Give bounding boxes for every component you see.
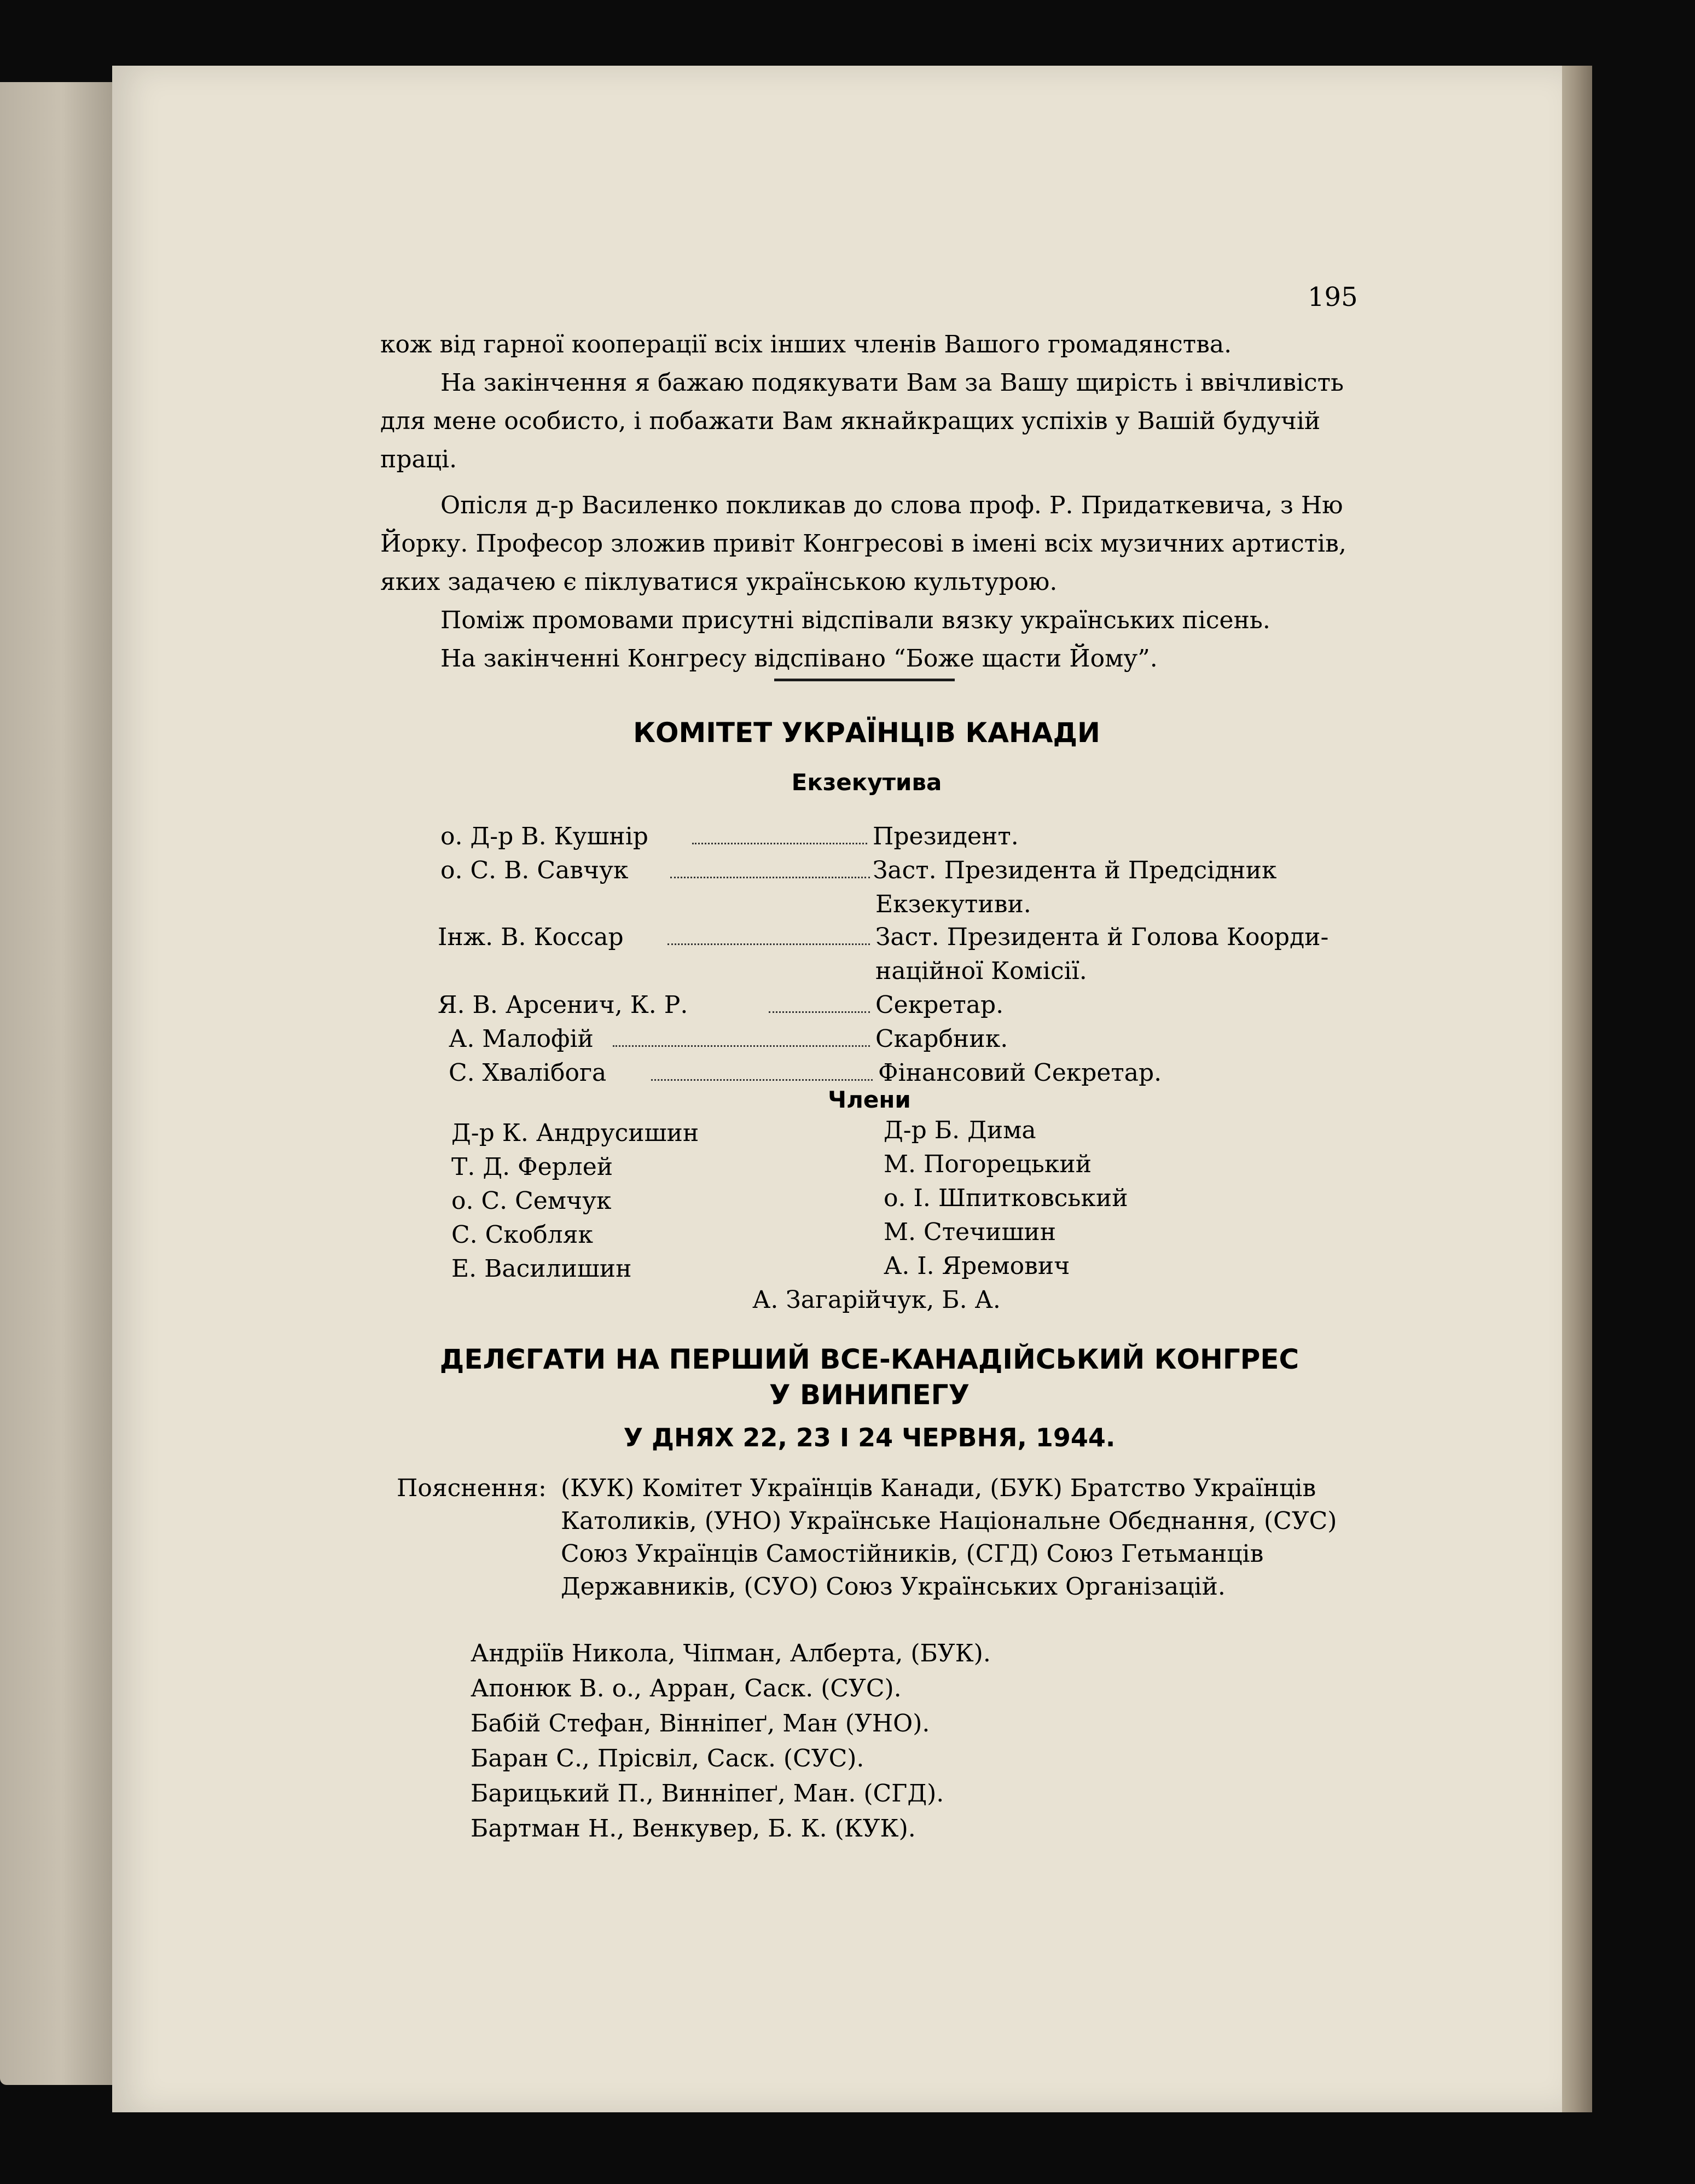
delegate-list (471, 1636, 991, 1846)
leader-dots (692, 843, 867, 844)
leader-dots (613, 1045, 870, 1047)
leader-dots (651, 1079, 873, 1081)
executive-row (440, 820, 648, 854)
member: С. Скобляк (451, 1221, 593, 1249)
executive-name: А. Малофій (449, 1025, 594, 1053)
delegate-entry: Андріїв Никола, Чіпман, Алберта, (БУК). (471, 1640, 991, 1667)
delegates-title: ДЕЛЄГАТИ НА ПЕРШИЙ ВСЕ-КАНАДІЙСЬКИЙ КОНГРЕС (439, 1343, 1299, 1375)
body-paragraphs (380, 326, 1360, 678)
members-left-column (451, 1116, 699, 1286)
leader-dots (670, 877, 870, 878)
member: Д-р К. Андрусишин (451, 1119, 699, 1147)
members-heading: Члени (828, 1086, 911, 1113)
committee-title: КОМІТЕТ УКРАЇНЦІВ КАНАДИ (633, 717, 1100, 749)
delegate-entry: Апонюк В. о., Арран, Саск. (СУС). (471, 1675, 902, 1702)
member: Т. Д. Ферлей (451, 1153, 613, 1181)
executive-role: Заст. Президента й Голова Коорди- (875, 923, 1329, 951)
executive-role-cont: Екзекутиви. (875, 890, 1031, 918)
member: о. І. Шпитковський (884, 1184, 1128, 1212)
executive-role: Президент. (873, 822, 1019, 850)
executive-name: о. Д-р В. Кушнір (440, 822, 648, 850)
member: о. С. Семчук (451, 1187, 612, 1215)
member: М. Погорецький (884, 1150, 1092, 1178)
note-label: Пояснення: (397, 1474, 547, 1502)
facing-page (0, 82, 112, 2085)
executive-name: Інж. В. Коссар (438, 923, 624, 951)
delegates-dates: У ДНЯХ 22, 23 І 24 ЧЕРВНЯ, 1944. (623, 1423, 1116, 1452)
members-right-column (884, 1114, 1128, 1283)
page-number: 195 (1308, 282, 1358, 312)
delegates-title-line2: У ВИНИПЕГУ (769, 1379, 970, 1411)
executive-role: Заст. Президента й Предсідник (873, 856, 1277, 884)
section-divider (774, 679, 955, 681)
executive-role: Скарбник. (875, 1025, 1008, 1053)
executive-name: Я. В. Арсенич, К. Р. (438, 991, 688, 1019)
paragraph: На закінченні Конгресу відспівано “Боже щасти Йому”. (440, 645, 1158, 673)
leader-dots (769, 1011, 870, 1013)
delegate-entry: Баран С., Прісвіл, Саск. (СУС). (471, 1745, 864, 1772)
paragraph: Поміж промовами присутні відспівали вязку українських пісень. (440, 606, 1270, 634)
executive-name: С. Хвалібога (449, 1059, 607, 1087)
executive-role: Фінансовий Секретар. (878, 1059, 1162, 1087)
executive-name: о. С. В. Савчук (440, 856, 629, 884)
executive-role-cont: наційної Комісії. (875, 957, 1087, 985)
note-text: (КУК) Комітет Українців Канади, (БУК) Братство Українців Католиків, (УНО) Українське Національне Обєднання, (СУС) Союз Українців Самостійників, (СГД) Союз Гетьманців Державників, (СУО) Союз Українських Організацій. (561, 1474, 1337, 1601)
delegate-entry: Бартман Н., Венкувер, Б. К. (КУК). (471, 1815, 916, 1843)
paragraph: На закінчення я бажаю подякувати Вам за Вашу щирість і ввічливість для мене особисто, і побажати Вам якнайкращих успіхів у Вашій будучій праці. (380, 369, 1344, 473)
executive-role: Секретар. (875, 991, 1004, 1019)
executive-heading: Екзекутива (791, 769, 942, 796)
member: М. Стечишин (884, 1218, 1057, 1246)
member: А. І. Яремович (884, 1252, 1070, 1280)
member-last: А. Загарійчук, Б. А. (752, 1286, 1001, 1314)
member: Е. Василишин (451, 1255, 632, 1283)
delegate-entry: Бабій Стефан, Вінніпеґ, Ман (УНО). (471, 1710, 930, 1737)
leader-dots (667, 943, 870, 945)
paragraph: Опісля д-р Василенко покликав до слова проф. Р. Придаткевича, з Ню Йорку. Професор зложив привіт Конгресові в імені всіх музичних артистів, яких задачею є піклуватися українською культурою. (380, 491, 1346, 596)
paragraph: кож від гарної кооперації всіх інших членів Вашого громадянства. (380, 331, 1232, 358)
delegate-entry: Барицький П., Винніпеґ, Ман. (СГД). (471, 1780, 944, 1808)
member: Д-р Б. Дима (884, 1116, 1036, 1144)
